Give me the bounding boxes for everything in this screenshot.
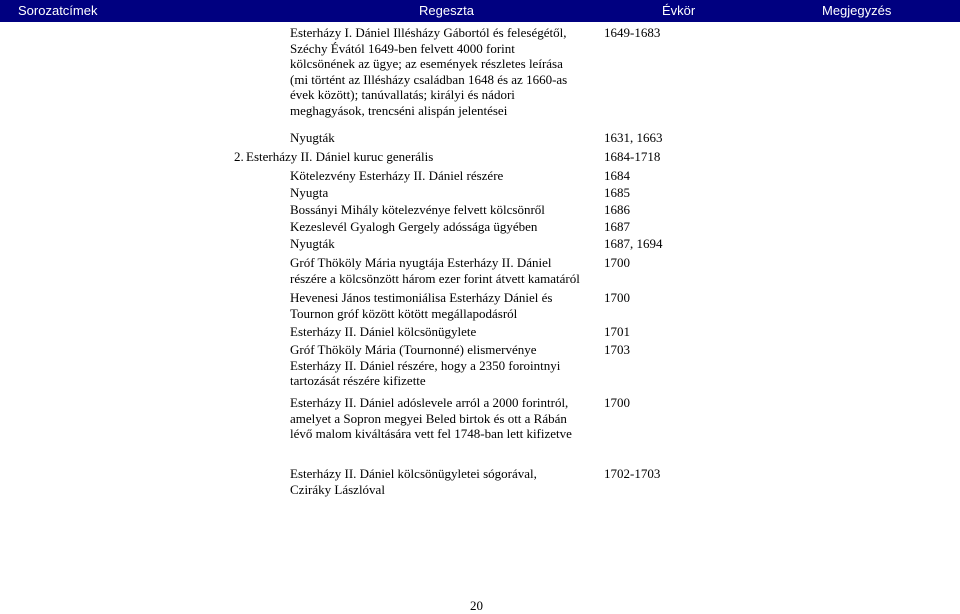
page-number: 20 [470,598,483,613]
entry-description: Esterházy II. Dániel adóslevele arról a 2000 forintról, amelyet a Sopron megyei Beled birtok és ott a Rábán lévő malom kiváltására vett fel 1748-ban lett kifizetve [290,395,572,442]
table-header [0,0,960,22]
entry-date: 1687, 1694 [604,236,663,251]
entry-date: 1701 [604,324,630,339]
header-megjegyzes: Megjegyzés [822,3,892,18]
entry-description: Nyugták [290,236,335,251]
entry-description: Esterházy I. Dániel Illésházy Gábortól és feleségétől, Széchy Évától 1649-ben felvett 4000 forint kölcsönének az ügye; az események részletes leírása (mi történt az Illésházy családban 1648 és az 1660-as évek között); tanúvallatás; királyi és nádori meghagyások, trencséni alispán jelentései [290,25,568,118]
entry-date: 1685 [604,185,630,200]
entry-date: 1684-1718 [604,149,661,164]
header-sorozatcimek: Sorozatcímek [18,3,98,18]
entry-date: 1649-1683 [604,25,661,40]
entry-description: Hevenesi János testimoniálisa Esterházy Dániel és Tournon gróf között kötött megállapodásról [290,290,553,321]
entry-description: Esterházy II. Dániel kölcsönügyletei sógorával, Cziráky Lászlóval [290,466,537,497]
entry-description: Gróf Thököly Mária nyugtája Esterházy II. Dániel részére a kölcsönzött három ezer forint átvett kamatáról [290,255,580,286]
entry-date: 1687 [604,219,630,234]
entry-description: Kezeslevél Gyalogh Gergely adóssága ügyében [290,219,538,234]
entry-date: 1684 [604,168,630,183]
entry-date: 1631, 1663 [604,130,663,145]
entry-description: Nyugták [290,130,335,145]
entry-description: Esterházy II. Dániel kölcsönügylete [290,324,477,339]
entry-description: Kötelezvény Esterházy II. Dániel részére [290,168,504,183]
entry-date: 1702-1703 [604,466,661,481]
series-number: 2. [234,149,244,164]
entry-date: 1700 [604,395,630,410]
header-regeszta: Regeszta [419,3,474,18]
entry-description: Bossányi Mihály kötelezvénye felvett kölcsönről [290,202,545,217]
entry-description: Nyugta [290,185,329,200]
entry-date: 1703 [604,342,630,357]
entry-date: 1686 [604,202,630,217]
entry-description: Gróf Thököly Mária (Tournonné) elismervénye Esterházy II. Dániel részére, hogy a 2350 forointnyi tartozását részére kifizette [290,342,561,389]
entry-date: 1700 [604,290,630,305]
series-title: Esterházy II. Dániel kuruc generális [246,149,434,164]
header-evkor: Évkör [662,3,696,18]
entry-date: 1700 [604,255,630,270]
